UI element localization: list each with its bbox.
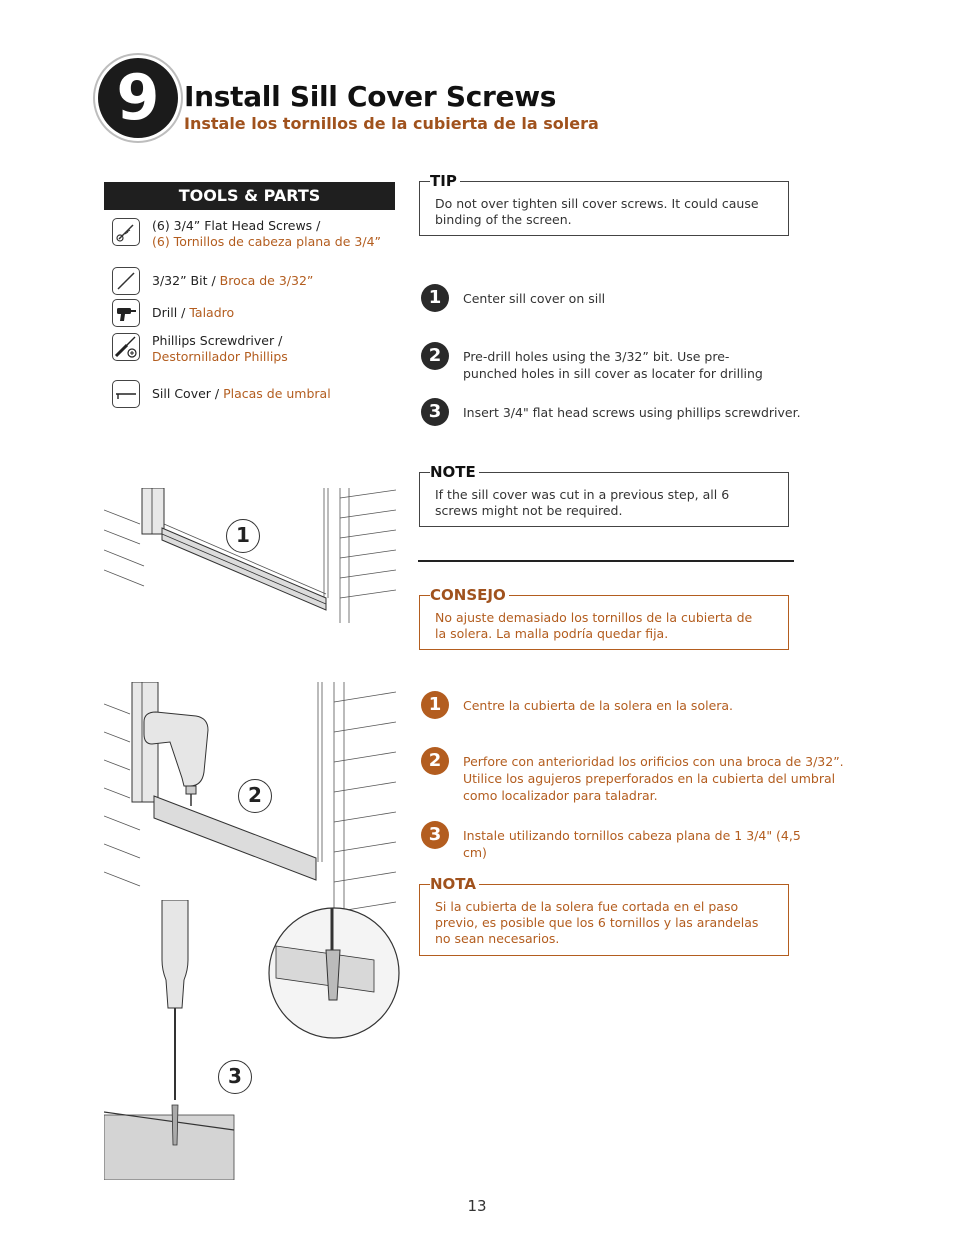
tool-label-en: Drill / [152, 305, 190, 320]
tip-text: Do not over tighten sill cover screws. It could cause binding of the screen. [435, 196, 759, 227]
tool-item-screws [112, 218, 381, 250]
nota-text: Si la cubierta de la solera fue cortada en el paso previo, es posible que los 6 tornillos y las arandelas no sean necesarios. [435, 899, 759, 946]
consejo-text: No ajuste demasiado los tornillos de la cubierta de la solera. La malla podría quedar fija. [435, 610, 753, 641]
tool-label-en: (6) 3/4” Flat Head Screws / [152, 218, 321, 233]
tool-label-en: 3/32” Bit / [152, 273, 220, 288]
step-number: 1 [421, 284, 449, 312]
step-text: Pre-drill holes using the 3/32” bit. Use pre-punched holes in sill cover as locater for drilling [463, 349, 763, 381]
page-title: Install Sill Cover Screws [184, 80, 557, 113]
nota-label: NOTA [430, 874, 479, 894]
tool-item-sill-cover [112, 380, 331, 408]
tool-item-screwdriver [112, 333, 288, 365]
sill-cover-icon [112, 380, 140, 408]
section-divider [418, 560, 794, 562]
note-text: If the sill cover was cut in a previous step, all 6 screws might not be required. [435, 487, 730, 518]
screw-icon [112, 218, 140, 246]
tool-label-es: Broca de 3/32” [219, 273, 314, 288]
note-label: NOTE [430, 462, 479, 482]
page-number: 13 [467, 1197, 487, 1215]
step-es-1 [421, 691, 791, 719]
drill-bit-icon [112, 267, 140, 295]
consejo-box [419, 586, 789, 650]
tool-label-es: (6) Tornillos de cabeza plana de 3/4” [152, 234, 381, 249]
tool-label-es: Destornillador Phillips [152, 349, 288, 364]
tool-label-en: Phillips Screwdriver / [152, 333, 283, 348]
tip-label: TIP [430, 171, 460, 191]
step-en-1 [421, 284, 791, 312]
step-number: 3 [421, 398, 449, 426]
note-box [419, 463, 789, 527]
consejo-label: CONSEJO [430, 585, 509, 605]
illustration-step-1 [104, 488, 396, 623]
phillips-screwdriver-icon [112, 333, 140, 361]
illustration-number: 3 [218, 1060, 252, 1094]
illustration-step-3 [104, 900, 404, 1180]
tool-label-en: Sill Cover / [152, 386, 224, 401]
step-es-2 [421, 747, 851, 804]
step-number: 2 [421, 747, 449, 775]
illustration-number: 1 [226, 519, 260, 553]
step-en-2 [421, 342, 791, 382]
step-text: Center sill cover on sill [463, 291, 606, 306]
tool-item-drill [112, 299, 234, 327]
page-subtitle: Instale los tornillos de la cubierta de la solera [184, 114, 599, 133]
illustration-step-2 [104, 682, 396, 927]
step-text: Perfore con anterioridad los orificios con una broca de 3/32”. Utilice los agujeros preperforados en la cubierta del umbral como localizador para taladrar. [463, 754, 844, 803]
illustration-number: 2 [238, 779, 272, 813]
step-number: 2 [421, 342, 449, 370]
step-number: 1 [421, 691, 449, 719]
step-number: 3 [421, 821, 449, 849]
step-number-badge: 9 [98, 58, 178, 138]
step-en-3 [421, 398, 801, 426]
tools-parts-heading: TOOLS & PARTS [104, 182, 395, 210]
drill-icon [112, 299, 140, 327]
tool-label-es: Taladro [189, 305, 235, 320]
tool-item-bit [112, 267, 313, 295]
step-text: Centre la cubierta de la solera en la solera. [463, 698, 734, 713]
tip-box [419, 172, 789, 236]
step-text: Instale utilizando tornillos cabeza plana de 1 3/4" (4,5 cm) [463, 828, 801, 860]
step-es-3 [421, 821, 821, 861]
tool-label-es: Placas de umbral [223, 386, 331, 401]
step-text: Insert 3/4" flat head screws using phillips screwdriver. [463, 405, 801, 420]
nota-box [419, 875, 789, 956]
